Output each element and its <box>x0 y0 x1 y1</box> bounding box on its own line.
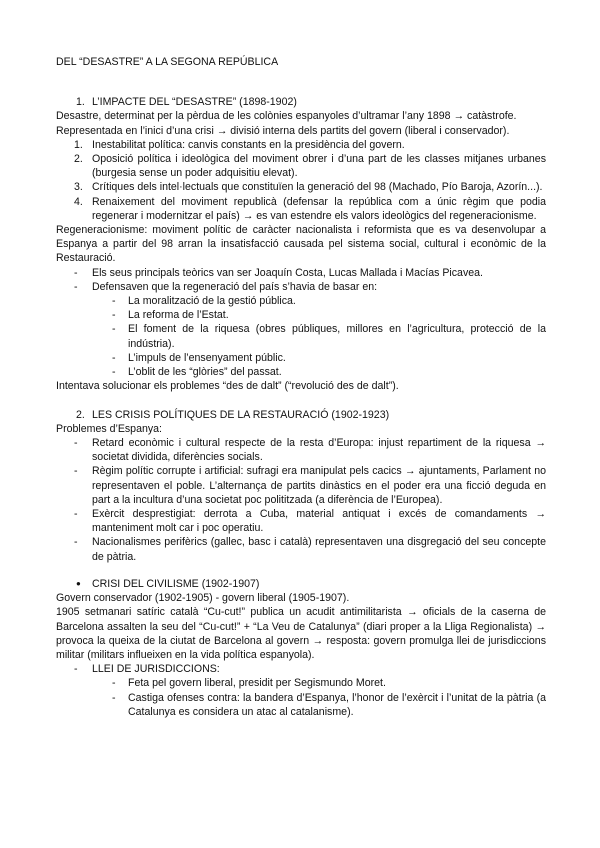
section-number: 2. <box>76 408 85 421</box>
dash-marker: - <box>74 465 78 478</box>
paragraph: Intentava solucionar els problemes “des de dalt” (“revolució des de dalt”). <box>56 380 399 393</box>
dash-list <box>56 266 546 294</box>
section-3-heading <box>56 577 546 591</box>
list-item <box>56 152 546 180</box>
list-text: Defensaven que la regeneració del país s’havia de basar en: <box>92 280 378 293</box>
list-text: La reforma de l’Estat. <box>128 309 229 322</box>
dash-list <box>56 436 546 564</box>
section-number: 1. <box>76 96 85 109</box>
dash-marker: - <box>74 266 78 279</box>
heading-text: L’IMPACTE DEL “DESASTRE” (1898-1902) <box>92 96 297 109</box>
document-title: DEL “DESASTRE” A LA SEGONA REPÚBLICA <box>56 56 279 68</box>
dash-marker: - <box>74 663 78 676</box>
list-number: 2. <box>74 153 83 166</box>
list-item <box>56 507 546 535</box>
paragraph: Regeneracionisme: moviment polític de caràcter nacionalista i reformista que es va desenvolupar a Espanya a partir del 98 arran la insatisfacció causada pel sistema social, cultural i econòmic de la Restauració. <box>56 224 546 265</box>
dash-marker: - <box>112 309 116 322</box>
heading-text: CRISI DEL CIVILISME (1902-1907) <box>92 577 260 590</box>
list-number: 1. <box>74 138 83 151</box>
dash-list <box>56 662 546 676</box>
list-text: Oposició política i ideològica del moviment obrer i d’una part de les classes mitjanes urbanes (burgesia sense un poder adquisitiu elevat). <box>92 153 546 180</box>
list-text: Règim polític corrupte i artificial: sufragi era manipulat pels cacics → ajuntaments, Parlament no representaven el poble. L’alternança de partits dinàstics en el poder era una ficció deguda en part a la incultura d’una societat poc polititzada (a diferència de l’Europea). <box>92 465 546 506</box>
heading-text: LES CRISIS POLÍTIQUES DE LA RESTAURACIÓ (1902-1923) <box>92 408 390 421</box>
numbered-list <box>56 138 546 223</box>
list-text: Castiga ofenses contra: la bandera d’Espanya, l’honor de l’exèrcit i l’unitat de la pàtria (a Catalunya es considera un atac al catalanisme). <box>128 691 546 718</box>
list-item <box>56 322 546 350</box>
dash-marker: - <box>74 536 78 549</box>
list-text: Nacionalismes perifèrics (gallec, basc i català) representaven una disgregació del seu concepte de pàtria. <box>92 536 546 563</box>
list-item <box>56 308 546 322</box>
document-page <box>56 55 546 719</box>
list-item <box>56 436 546 464</box>
list-number: 3. <box>74 181 83 194</box>
dash-marker: - <box>112 295 116 308</box>
dash-marker: - <box>112 366 116 379</box>
list-item <box>56 266 546 280</box>
list-text: LLEI DE JURISDICCIONS: <box>92 663 220 676</box>
list-text: Exèrcit desprestigiat: derrota a Cuba, material antiquat i excés de comandaments → manteniment molt car i poc operatiu. <box>92 508 546 535</box>
list-item <box>56 535 546 563</box>
sub-list <box>56 294 546 379</box>
paragraph: Desastre, determinat per la pèrdua de les colònies espanyoles d’ultramar l’any 1898 → catàstrofe. <box>56 110 517 123</box>
sub-list <box>56 676 546 719</box>
list-item <box>56 691 546 719</box>
dash-marker: - <box>74 437 78 450</box>
list-text: L’oblit de les “glòries” del passat. <box>128 366 282 379</box>
list-item <box>56 351 546 365</box>
dash-marker: - <box>112 323 116 336</box>
dash-marker: - <box>112 691 116 704</box>
list-item <box>56 662 546 676</box>
paragraph: Problemes d’Espanya: <box>56 422 162 435</box>
list-item <box>56 294 546 308</box>
list-text: Els seus principals teòrics van ser Joaquín Costa, Lucas Mallada i Macías Picavea. <box>92 266 483 279</box>
list-item <box>56 365 546 379</box>
dash-marker: - <box>74 280 78 293</box>
list-text: Renaixement del moviment republicà (defensar la república com a únic règim que podia regenerar i modernitzar el país) → es van estendre els valors ideològics del regeneracionisme. <box>92 195 546 222</box>
list-item <box>56 464 546 507</box>
list-text: L’impuls de l’ensenyament públic. <box>128 351 286 364</box>
dash-marker: - <box>112 351 116 364</box>
paragraph: Representada en l’inici d’una crisi → divisió interna dels partits del govern (liberal i conservador). <box>56 124 510 137</box>
list-item <box>56 195 546 223</box>
list-item <box>56 180 546 194</box>
list-text: Inestabilitat política: canvis constants en la presidència del govern. <box>92 138 405 151</box>
section-1-heading <box>56 95 546 109</box>
list-text: Retard econòmic i cultural respecte de la resta d’Europa: injust repartiment de la riquesa → societat dividida, diferències socials. <box>92 437 546 464</box>
paragraph: Govern conservador (1902-1905) - govern liberal (1905-1907). <box>56 592 350 605</box>
list-text: La moralització de la gestió pública. <box>128 295 296 308</box>
list-item <box>56 280 546 294</box>
list-text: El foment de la riquesa (obres públiques, millores en l’agricultura, protecció de la indústria). <box>128 323 546 350</box>
section-2-heading <box>56 408 546 422</box>
paragraph: 1905 setmanari satíric català “Cu-cut!” publica un acudit antimilitarista → oficials de la caserna de Barcelona assalten la seu del “Cu-cut!” + “La Veu de Catalunya” (diari proper a la Lliga Regionalista) → provoca la queixa de la ciutat de Barcelona al govern → resposta: govern promulga llei de jurisdiccions militar (militars influeixen en la vida política espanyola). <box>56 606 546 661</box>
list-number: 4. <box>74 195 83 208</box>
dash-marker: - <box>112 677 116 690</box>
list-text: Feta pel govern liberal, presidit per Segismundo Moret. <box>128 677 386 690</box>
bullet-icon: ● <box>76 578 81 588</box>
list-text: Crítiques dels intel·lectuals que constituïen la generació del 98 (Machado, Pío Baroja, Azorín...). <box>92 181 543 194</box>
list-item <box>56 138 546 152</box>
list-item <box>56 676 546 690</box>
dash-marker: - <box>74 508 78 521</box>
